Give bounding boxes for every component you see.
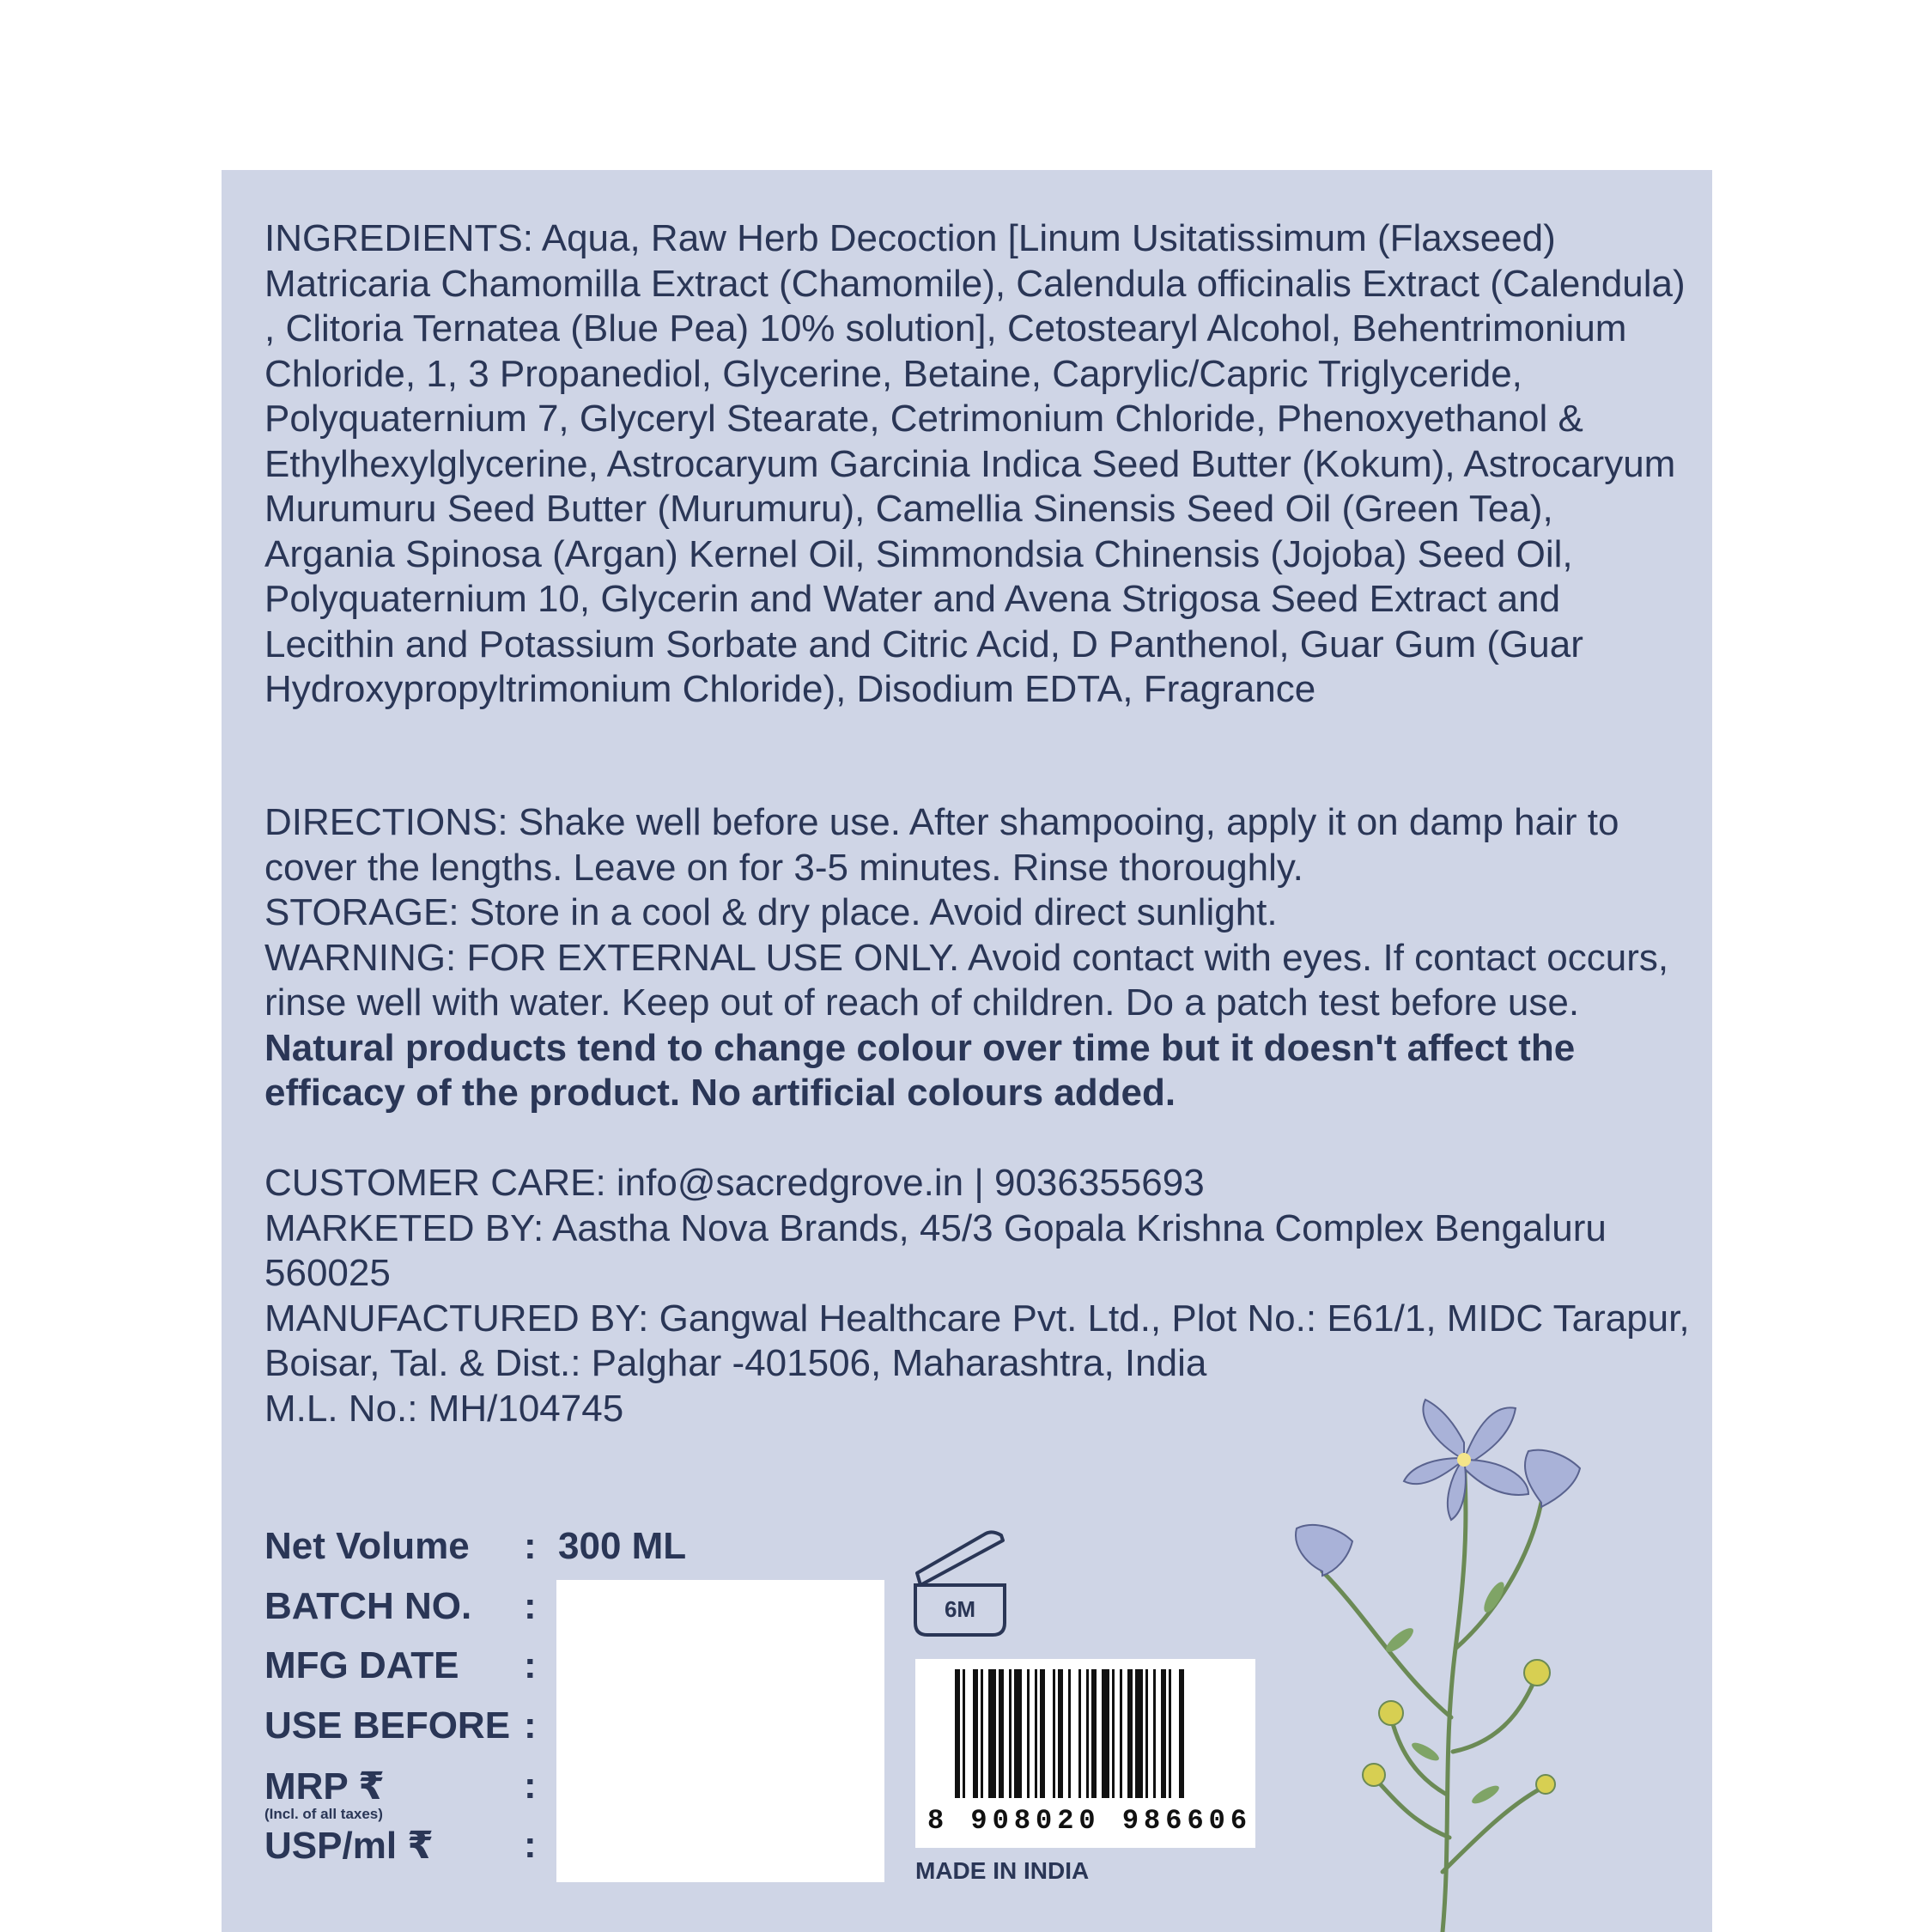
- ingredients-text: INGREDIENTS: Aqua, Raw Herb Decoction [Linum Usitatissimum (Flaxseed) Matricaria Chamomilla Extract (Chamomile), Calendula officinalis Extract (Calendula) , Clitoria Ternatea (Blue Pea) 10% solution], Cetostearyl Alcohol, Behentrimonium Chloride, 1, 3 Propanediol, Glycerine, Betaine, Caprylic/Capric Triglyceride, Polyquaternium 7, Glyceryl Stearate, Cetrimonium Chloride, Phenoxyethanol & Ethylhexylglycerine, Astrocaryum Garcinia Indica Seed Butter (Kokum), Astrocaryum Murumuru Seed Butter (Murumuru), Camellia Sinensis Seed Oil (Green Tea), Argania Spinosa (Argan) Kernel Oil, Simmondsia Chinensis (Jojoba) Seed Oil, Polyquaternium 10, Glycerin and Water and Avena Strigosa Seed Extract and Lecithin and Potassium Sorbate and Citric Acid, D Panthenol, Guar Gum (Guar Hydroxypropyltrimonium Chloride), Disodium EDTA, Fragrance: [264, 217, 1686, 710]
- ml-number-text: M.L. No.: MH/104745: [264, 1387, 624, 1430]
- warning-bold-text: Natural products tend to change colour over time but it doesn't affect the efficacy of the product. No artificial colours added.: [264, 1026, 1576, 1114]
- mrp-tax-note: (Incl. of all taxes): [264, 1806, 383, 1822]
- directions-section: [264, 800, 1690, 1116]
- barcode-digits: 8 908020 986606: [927, 1805, 1253, 1837]
- batch-info-blank-box: [556, 1580, 884, 1882]
- mrp-label: MRP ₹: [264, 1765, 385, 1807]
- colon: :: [524, 1704, 537, 1747]
- usp-label: USP/ml ₹: [264, 1825, 434, 1867]
- directions-text: DIRECTIONS: Shake well before use. After shampooing, apply it on damp hair to cover the lengths. Leave on for 3-5 minutes. Rinse thoroughly.: [264, 801, 1619, 889]
- flax-flower-illustration: [1271, 1391, 1631, 1932]
- pao-period: 6M: [944, 1596, 976, 1622]
- net-volume-value: 300 ML: [558, 1525, 687, 1567]
- barcode: [915, 1659, 1255, 1848]
- colon: :: [524, 1824, 537, 1866]
- colon: :: [524, 1765, 537, 1807]
- net-volume-label: Net Volume: [264, 1525, 470, 1567]
- colon: :: [524, 1525, 537, 1567]
- batch-label: BATCH NO.: [264, 1585, 472, 1627]
- use-before-label: USE BEFORE: [264, 1704, 511, 1747]
- made-in-label: MADE IN INDIA: [915, 1857, 1090, 1884]
- customer-care-text: CUSTOMER CARE: info@sacredgrove.in | 9036355693: [264, 1162, 1205, 1204]
- open-jar-icon: [910, 1528, 1013, 1640]
- ingredients-section: [264, 216, 1690, 713]
- mfg-date-label: MFG DATE: [264, 1644, 459, 1686]
- colon: :: [524, 1585, 537, 1627]
- storage-text: STORAGE: Store in a cool & dry place. Avoid direct sunlight.: [264, 891, 1278, 933]
- warning-text: WARNING: FOR EXTERNAL USE ONLY. Avoid contact with eyes. If contact occurs, rinse well with water. Keep out of reach of children. Do a patch test before use.: [264, 936, 1669, 1024]
- warning-paragraph: [264, 936, 1690, 1116]
- colon: :: [524, 1644, 537, 1686]
- manufactured-by-text: MANUFACTURED BY: Gangwal Healthcare Pvt. Ltd., Plot No.: E61/1, MIDC Tarapur, Boisar, Tal. & Dist.: Palghar -401506, Maharashtra, India: [264, 1297, 1690, 1384]
- marketed-by-text: MARKETED BY: Aastha Nova Brands, 45/3 Gopala Krishna Complex Bengaluru 560025: [264, 1206, 1607, 1294]
